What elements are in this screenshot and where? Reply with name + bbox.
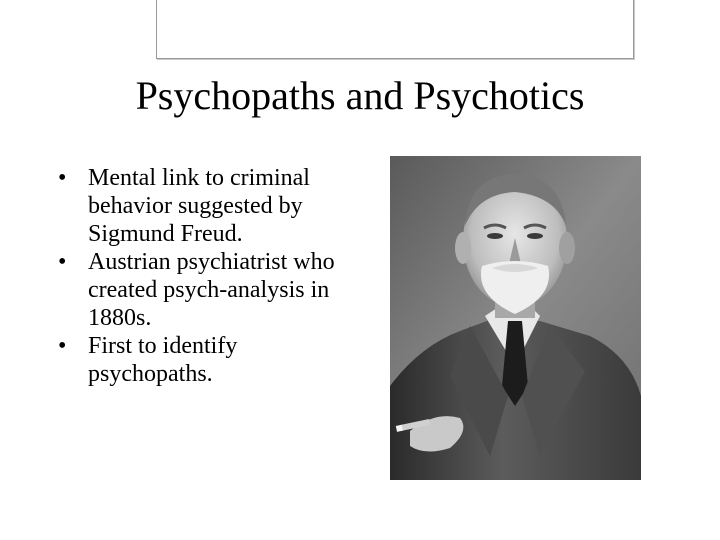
- bullet-list: [56, 164, 356, 388]
- bullet-text: First to identify psychopaths.: [88, 333, 238, 387]
- bullet-text: Austrian psychiatrist who created psych-analysis in 1880s.: [88, 249, 335, 331]
- bullet-text: Mental link to criminal behavior suggested by Sigmund Freud.: [88, 165, 310, 247]
- title-placeholder-box: [156, 0, 634, 59]
- bullet-icon: •: [58, 165, 67, 191]
- bullet-icon: •: [58, 249, 67, 275]
- portrait-photo: [390, 156, 641, 480]
- bullet-item: [56, 332, 356, 388]
- slide-title: Psychopaths and Psychotics: [135, 73, 585, 118]
- bullet-item: [56, 164, 356, 248]
- bullet-icon: •: [58, 333, 67, 359]
- bullet-item: [56, 248, 356, 332]
